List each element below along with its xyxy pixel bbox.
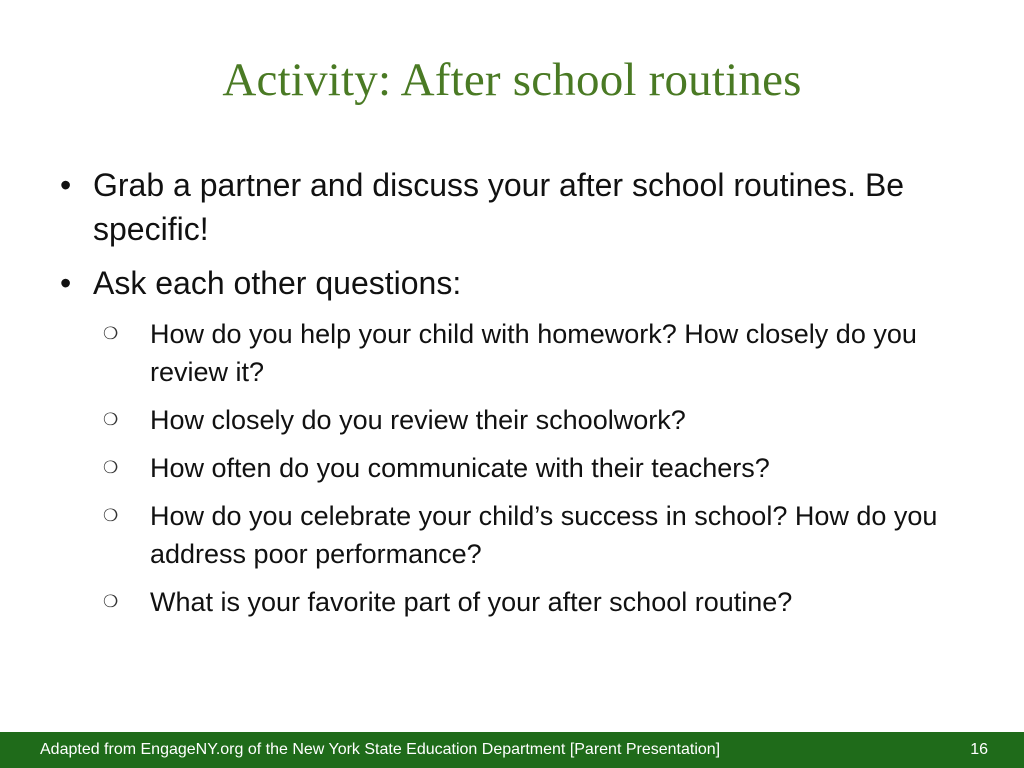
hollow-circle-icon: ❍ [103,324,119,344]
bullet-text: Ask each other questions: [93,265,462,301]
sub-bullet-text: How do you celebrate your child’s success in school? How do you address poor performance? [150,501,938,569]
slide-title: Activity: After school routines [222,54,802,106]
sub-bullet-item [93,449,980,487]
bullet-text: Grab a partner and discuss your after school routines. Be specific! [93,167,905,247]
sub-bullet-text: How closely do you review their schoolwork? [150,405,686,435]
sub-bullet-item [93,401,980,439]
page-number: 16 [970,741,988,758]
bullet-dot-icon: • [60,265,72,301]
bullet-dot-icon: • [60,167,72,203]
slide-content [60,163,980,631]
hollow-circle-icon: ❍ [103,592,119,612]
footer-attribution: Adapted from EngageNY.org of the New York State Education Department [Parent Presentation] [40,741,721,758]
hollow-circle-icon: ❍ [103,458,119,478]
sub-bullet-item [93,315,980,391]
bullet-item [60,163,980,251]
bullet-item [60,261,980,305]
sub-bullet-text: How often do you communicate with their teachers? [150,453,770,483]
sub-bullet-item [93,583,980,621]
sub-bullet-text: What is your favorite part of your after school routine? [150,587,793,617]
sub-bullet-list [93,315,980,621]
footer-bar [0,732,1024,768]
sub-bullet-item [93,497,980,573]
sub-bullet-text: How do you help your child with homework? How closely do you review it? [150,319,917,387]
hollow-circle-icon: ❍ [103,410,119,430]
hollow-circle-icon: ❍ [103,506,119,526]
